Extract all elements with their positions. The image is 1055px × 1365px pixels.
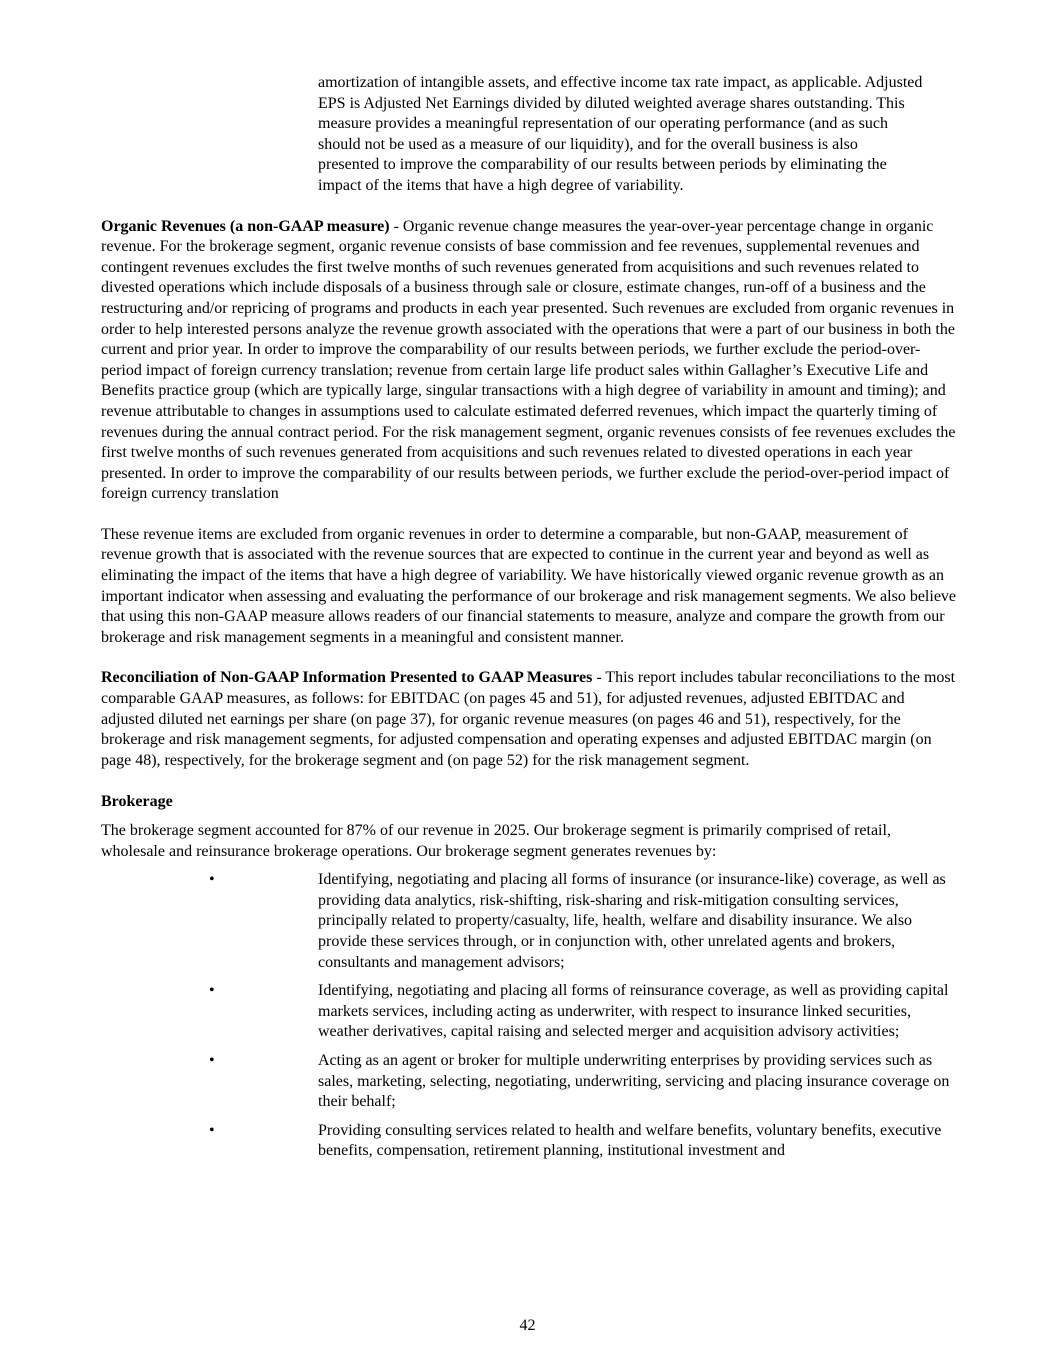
list-item (101, 1121, 958, 1162)
organic-revenues-title: Organic Revenues (a non-GAAP measure) (101, 217, 390, 235)
list-item (101, 981, 958, 1043)
brokerage-intro-paragraph: The brokerage segment accounted for 87% of our revenue in 2025. Our brokerage segment is primarily comprised of retail, wholesale and reinsurance brokerage operations. Our brokerage segment generates revenues by: (101, 822, 891, 860)
brokerage-bullet-list (101, 870, 957, 1162)
bullet-icon: • (209, 1051, 215, 1069)
bullet-icon: • (209, 1121, 215, 1139)
organic-revenues-paragraph (101, 217, 957, 505)
page-number: 42 (519, 1317, 536, 1334)
continuation-paragraph: amortization of intangible assets, and effective income tax rate impact, as applicable. Adjusted EPS is Adjusted Net Earnings divided by diluted weighted average shares outstanding. This measure provides a meaningful representation of our operating performance (and as such should not be used as a measure of our liquidity), and for the overall business is also presented to improve the comparability of our results between periods by eliminating the impact of the items that have a high degree of variability. (318, 74, 923, 194)
reconciliation-text: - This report includes tabular reconciliations to the most comparable GAAP measures, as follows: for EBITDAC (on pages 45 and 51), for adjusted revenues, adjusted EBITDAC and adjusted diluted net earnings per share (on page 37), for organic revenue measures (on pages 46 and 51), respectively, for the brokerage and risk management segments, for adjusted compensation and operating expenses and adjusted EBITDAC margin (on page 48), respectively, for the brokerage segment and (on page 52) for the risk management segment. (101, 669, 956, 769)
organic-revenues-text: - Organic revenue change measures the year-over-year percentage change in organic revenue. For the brokerage segment, organic revenue consists of base commission and fee revenues, supplemental revenues and contingent revenues excludes the first twelve months of such revenues generated from acquisitions and such revenues related to divested operations which include disposals of a business through sale or closure, estimate changes, run-off of a business and the restructuring and/or repricing of programs and products in each year presented. Such revenues are excluded from organic revenues in order to help interested persons analyze the revenue growth associated with the operations that were a part of our business in both the current and prior year. In order to improve the comparability of our results between periods, we further exclude the period-over-period impact of foreign currency translation; revenue from certain large life product sales within Gallagher’s Executive Life and Benefits practice group (which are typically large, singular transactions with a high degree of variability in amount and timing); and revenue attributable to changes in assumptions used to calculate estimated deferred revenues, which impact the quarterly timing of revenues during the annual contract period. For the risk management segment, organic revenues consists of fee revenues excludes the first twelve months of such revenues generated from acquisitions and such revenues related to divested operations in each year presented. In order to improve the comparability of our results between periods, we further exclude the period-over-period impact of foreign currency translation (101, 217, 956, 503)
bullet-icon: • (209, 982, 215, 1000)
revenue-items-paragraph: These revenue items are excluded from organic revenues in order to determine a comparable, but non-GAAP, measurement of revenue growth that is associated with the revenue sources that are expected to continue in the current year and beyond as well as eliminating the impact of the items that have a high degree of variability. We have historically viewed organic revenue growth as an important indicator when assessing and evaluating the performance of our brokerage and risk management segments. We also believe that using this non-GAAP measure allows readers of our financial statements to measure, analyze and compare the growth from our brokerage and risk management segments in a meaningful and consistent manner. (101, 525, 957, 646)
document-page (101, 73, 957, 1170)
bullet-text: Providing consulting services related to health and welfare benefits, voluntary benefits, executive benefits, compensation, retirement planning, institutional investment and (318, 1121, 942, 1160)
reconciliation-title: Reconciliation of Non-GAAP Information Presented to GAAP Measures (101, 669, 593, 687)
list-item (101, 870, 958, 973)
brokerage-heading: Brokerage (101, 793, 173, 811)
bullet-text: Identifying, negotiating and placing all forms of insurance (or insurance-like) coverage, as well as providing data analytics, risk-shifting, risk-sharing and risk-mitigation consulting services, principally related to property/casualty, life, health, welfare and disability insurance. We also provide these services through, or in conjunction with, other unrelated agents and brokers, consultants and management advisors; (318, 871, 946, 971)
reconciliation-paragraph (101, 668, 957, 771)
bullet-icon: • (209, 871, 215, 889)
bullet-text: Identifying, negotiating and placing all forms of reinsurance coverage, as well as providing capital markets services, including acting as underwriter, with respect to insurance linked securities, weather derivatives, capital raising and selected merger and acquisition advisory activities; (318, 982, 949, 1041)
list-item (101, 1051, 958, 1113)
bullet-text: Acting as an agent or broker for multiple underwriting enterprises by providing services such as sales, marketing, selecting, negotiating, underwriting, servicing and placing insurance coverage on their behalf; (318, 1051, 950, 1111)
